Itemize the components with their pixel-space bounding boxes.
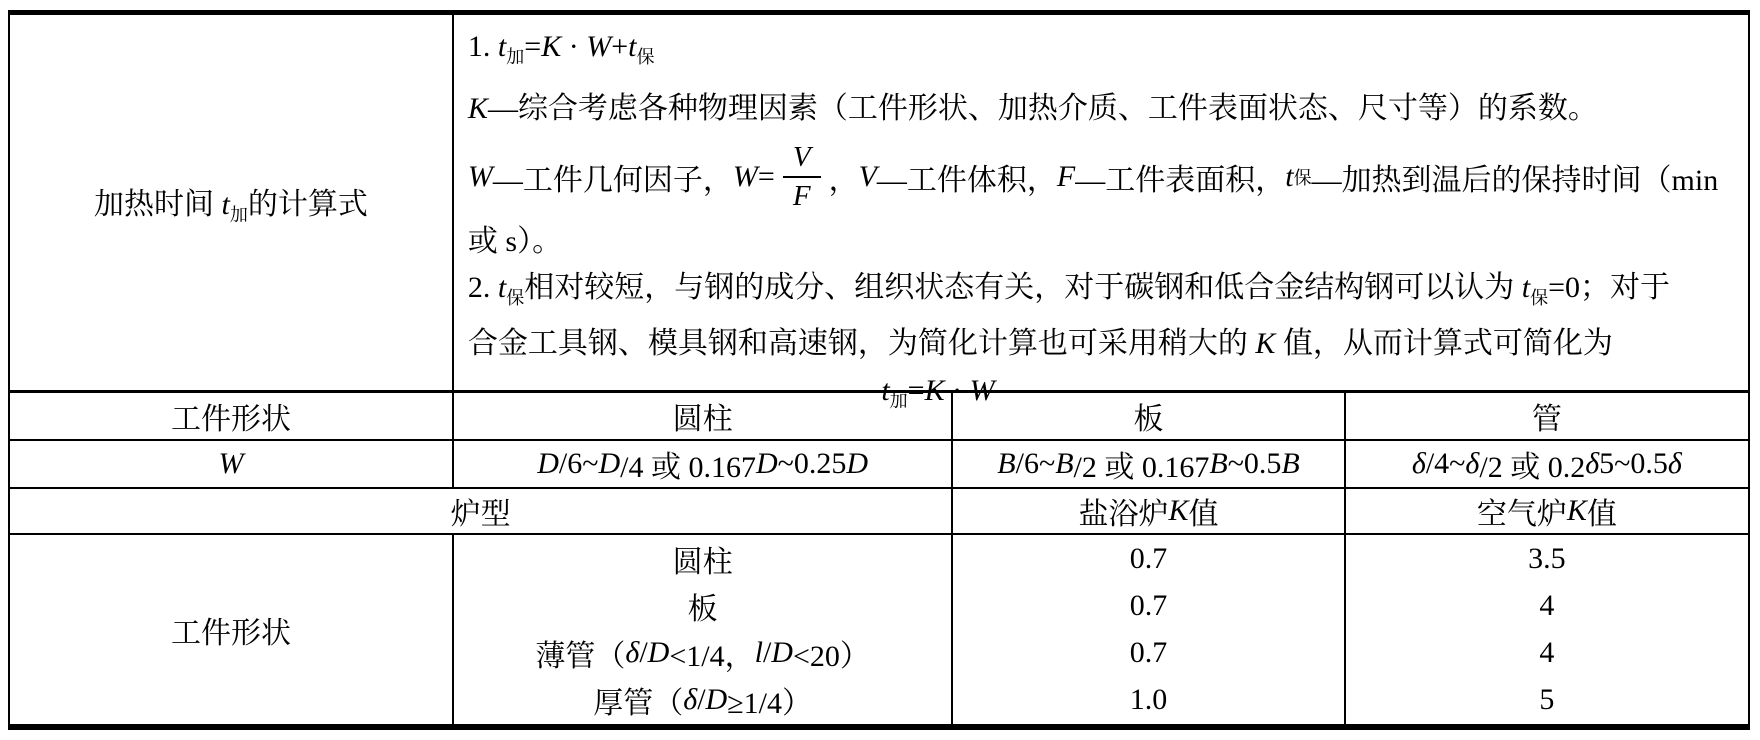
furnace-type-cell: 炉型 xyxy=(10,487,951,533)
formula-row-header xyxy=(10,15,452,390)
formula-line-7: $t_加=K \cdot W$ xyxy=(881,374,995,411)
air-k-value: 3.5 xyxy=(1528,541,1566,575)
formula-line-5: 2. $t_保$相对较短，与钢的成分、组织状态有关，对于碳钢和低合金结构钢可以认为 $t_保=0$；对于 xyxy=(467,271,1671,308)
shape-tube-cell: 管 xyxy=(1344,390,1748,439)
w-plate-cell: B /6~ B /2 或 0.167 B ~0.5 B xyxy=(951,439,1343,487)
salt-bath-k-header: 盐浴炉 K 值 xyxy=(951,487,1343,533)
salt-k-values-cell xyxy=(951,533,1343,724)
formula-line-6: 合金工具钢、模具钢和高速钢，为简化计算也可采用稍大的 K 值，从而计算式可简化为 xyxy=(467,327,1613,360)
k-shape-cylinder: 圆柱 xyxy=(672,545,733,579)
salt-k-value: 1.0 xyxy=(1129,683,1168,717)
formula-line-4: 或 s）。 xyxy=(467,225,563,258)
k-shape-thin-tube: 薄管（ δ / D <1/4， l / D <20） xyxy=(535,636,870,674)
formula-line-3: W —工件几何因子， W = $\frac{V}{F}$ ， V —工件体积， F —工件表面积， t 保 —加热到温后的保持时间（min xyxy=(467,140,1719,212)
air-k-values-cell xyxy=(1344,533,1748,724)
air-k-value: 4 xyxy=(1539,588,1555,622)
w-label-cell: W xyxy=(10,439,452,487)
formula-content-cell xyxy=(452,15,1748,411)
shape-plate-cell: 板 xyxy=(951,390,1343,439)
k-shape-plate: 板 xyxy=(687,592,718,626)
air-k-value: 5 xyxy=(1539,683,1555,717)
formula-line-2: K—综合考虑各种物理因素（工件形状、加热介质、工件表面状态、尺寸等）的系数。 xyxy=(467,92,1598,125)
shape-header-cell: 工件形状 xyxy=(10,390,452,439)
air-k-value: 4 xyxy=(1539,636,1555,670)
salt-k-value: 0.7 xyxy=(1129,541,1168,575)
shape-cylinder-cell: 圆柱 xyxy=(452,390,951,439)
formula-line-1: 1. $t_加=K \cdot W+t_保$ xyxy=(467,30,655,67)
w-tube-cell: δ /4~ δ /2 或 0.2 δ 5~0.5 δ xyxy=(1344,439,1748,487)
k-row-label-cell: 工件形状 xyxy=(10,533,452,724)
formula-row-header-text: 加热时间 $t_加$的计算式 xyxy=(94,187,368,225)
w-cylinder-cell: D /6~ D /4 或 0.167 D ~0.25 D xyxy=(452,439,951,487)
salt-k-value: 0.7 xyxy=(1129,636,1168,670)
air-furnace-k-header: 空气炉 K 值 xyxy=(1344,487,1748,533)
k-shape-thick-tube: 厚管（ δ / D ≥1/4） xyxy=(593,683,813,721)
salt-k-value: 0.7 xyxy=(1129,588,1168,622)
k-shapes-cell xyxy=(452,533,951,724)
heating-time-table xyxy=(8,10,1750,730)
